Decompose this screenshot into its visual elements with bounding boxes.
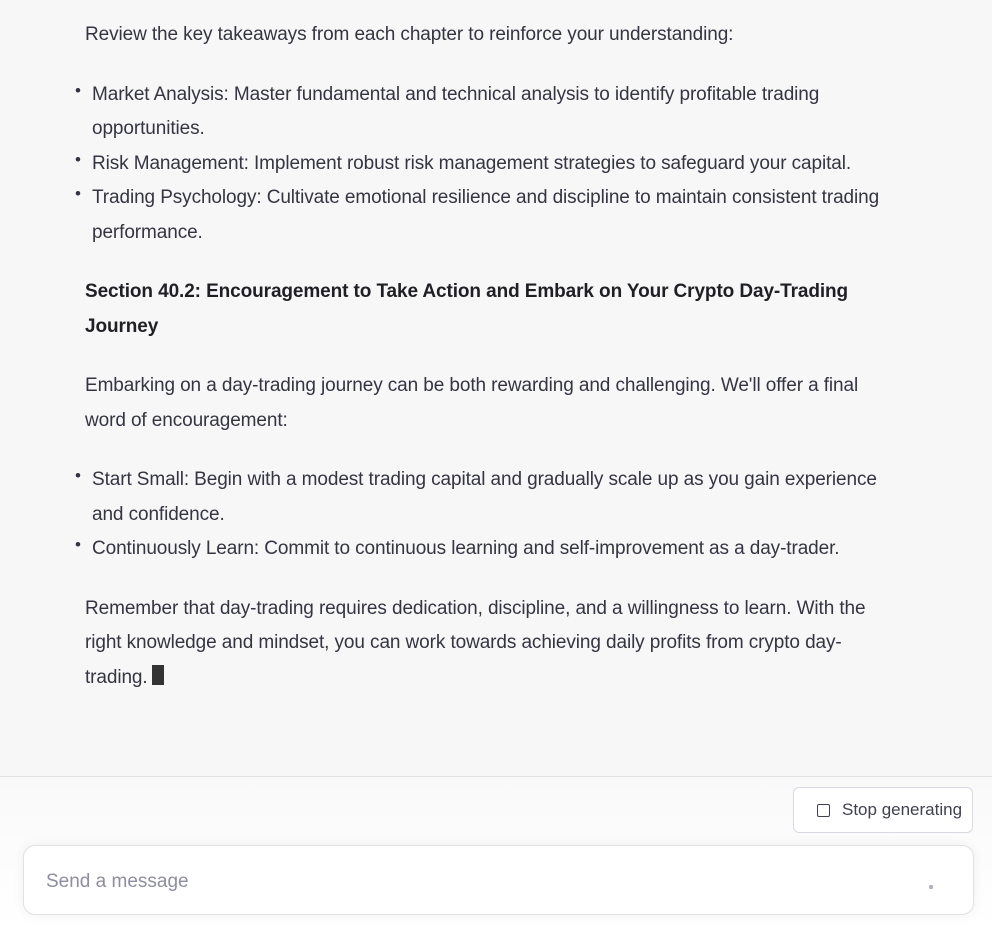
bullet-icon: •: [75, 149, 81, 169]
message-input[interactable]: [44, 864, 908, 900]
takeaways-list: [75, 78, 885, 251]
list-item: • Trading Psychology: Cultivate emotional resilience and discipline to maintain consistent trading performance.: [85, 181, 885, 250]
stop-square-icon: [817, 804, 830, 817]
encouragement-list: [75, 463, 885, 567]
bullet-icon: •: [75, 466, 81, 485]
message-intro: Review the key takeaways from each chapter to reinforce your understanding:: [85, 24, 734, 45]
list-item: • Risk Management: Implement robust risk management strategies to safeguard your capital.: [85, 147, 885, 182]
assistant-message: [75, 18, 885, 720]
send-icon[interactable]: [929, 885, 933, 889]
closing-paragraph: Remember that day-trading requires dedication, discipline, and a willingness to learn. With the right knowledge and mindset, you can work towards achieving daily profits from crypto day-trading.: [85, 597, 866, 688]
list-item: • Continuously Learn: Commit to continuous learning and self-improvement as a day-trader.: [85, 532, 885, 567]
list-item: • Start Small: Begin with a modest trading capital and gradually scale up as you gain experience and confidence.: [85, 463, 885, 532]
stop-generating-button[interactable]: [793, 787, 973, 833]
bullet-icon: •: [75, 535, 81, 554]
list-item: • Market Analysis: Master fundamental and technical analysis to identify profitable trading opportunities.: [85, 78, 885, 147]
typing-cursor-icon: [152, 665, 164, 685]
stop-generating-label: Stop generating: [842, 800, 963, 819]
bullet-icon: •: [75, 80, 81, 100]
section-heading: Section 40.2: Encouragement to Take Action and Embark on Your Crypto Day-Trading Journey: [85, 281, 849, 337]
encouragement-intro: Embarking on a day-trading journey can be both rewarding and challenging. We'll offer a final word of encouragement:: [85, 375, 859, 431]
bullet-icon: •: [75, 184, 81, 203]
message-input-box[interactable]: [23, 845, 974, 915]
